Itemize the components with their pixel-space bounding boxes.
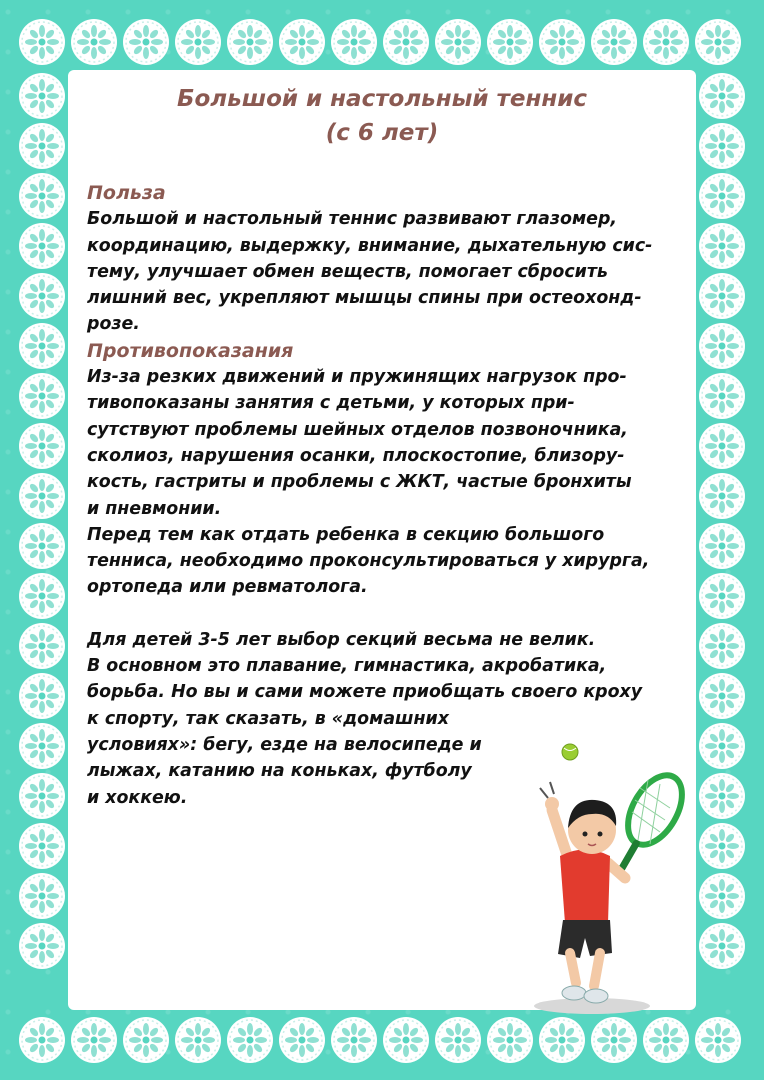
tennis-player-boy-icon — [530, 738, 710, 1023]
text-line: борьба. Но вы и сами можете приобщать своего кроху — [87, 682, 643, 703]
text-line: В основном это плавание, гимнастика, акробатика, — [87, 656, 607, 677]
lace-flower — [19, 223, 65, 269]
benefit-heading: Польза — [87, 182, 166, 204]
lace-flower — [19, 19, 65, 65]
text-line: тенниса, необходимо проконсультироваться у хирурга, — [87, 551, 650, 572]
text-line: условиях»: бегу, езде на велосипеде и — [87, 734, 482, 755]
lace-flower — [383, 1017, 429, 1063]
lace-flower — [435, 19, 481, 65]
lace-flower — [279, 1017, 325, 1063]
text-line: розе. — [87, 314, 140, 335]
text-line: Большой и настольный теннис развивают глазомер, — [87, 209, 618, 230]
contraindications-heading: Противопоказания — [87, 339, 294, 362]
text-line: тему, улучшает обмен веществ, помогает сбросить — [87, 261, 608, 282]
lace-flower — [71, 19, 117, 65]
lace-flower — [123, 1017, 169, 1063]
lace-flower — [487, 19, 533, 65]
lace-flower — [279, 19, 325, 65]
lace-flower — [695, 1017, 741, 1063]
lace-flower — [591, 19, 637, 65]
title-line-2: (с 6 лет) — [325, 120, 439, 146]
text-line: тивопоказаны занятия с детьми, у которых при- — [87, 393, 575, 414]
lace-flower — [699, 373, 745, 419]
contraindications-text — [87, 364, 697, 601]
lace-flower — [227, 19, 273, 65]
lace-flower — [19, 373, 65, 419]
text-line: и хоккею. — [87, 787, 188, 808]
text-line: координацию, выдержку, внимание, дыхательную сис- — [87, 235, 653, 256]
lace-flower — [695, 19, 741, 65]
page-title — [68, 82, 696, 150]
text-line: и пневмонии. — [87, 498, 222, 519]
lace-flower — [71, 1017, 117, 1063]
lace-flower — [699, 223, 745, 269]
text-line: Для детей 3-5 лет выбор секций весьма не велик. — [87, 629, 596, 650]
text-line: Перед тем как отдать ребенка в секцию большого — [87, 524, 605, 545]
lace-flower — [19, 923, 65, 969]
spacer — [87, 601, 697, 627]
lace-flower — [19, 273, 65, 319]
lace-flower — [699, 623, 745, 669]
lace-flower — [123, 19, 169, 65]
lace-flower — [19, 773, 65, 819]
lace-flower — [19, 123, 65, 169]
lace-flower — [699, 173, 745, 219]
lace-flower — [643, 19, 689, 65]
text-line: сколиоз, нарушения осанки, плоскостопие, близору- — [87, 445, 625, 466]
article-body — [87, 180, 697, 811]
lace-flower — [331, 19, 377, 65]
lace-flower — [227, 1017, 273, 1063]
lace-flower — [19, 473, 65, 519]
text-line: к спорту, так сказать, в «домашних — [87, 708, 449, 729]
text-line: сутствуют проблемы шейных отделов позвоночника, — [87, 419, 628, 440]
lace-flower — [19, 723, 65, 769]
lace-flower — [591, 1017, 637, 1063]
lace-flower — [19, 173, 65, 219]
lace-flower — [19, 73, 65, 119]
lace-flower — [699, 73, 745, 119]
lace-flower — [699, 123, 745, 169]
text-line: лыжах, катанию на коньках, футболу — [87, 761, 472, 782]
lace-flower — [539, 1017, 585, 1063]
text-line: лишний вес, укрепляют мышцы спины при остеохонд- — [87, 288, 642, 309]
lace-flower — [19, 873, 65, 919]
lace-flower — [699, 673, 745, 719]
lace-flower — [19, 823, 65, 869]
text-line: Из-за резких движений и пружинящих нагрузок про- — [87, 367, 627, 388]
benefit-text — [87, 206, 697, 337]
lace-flower — [19, 1017, 65, 1063]
lace-flower — [699, 573, 745, 619]
lace-flower — [435, 1017, 481, 1063]
lace-flower — [331, 1017, 377, 1063]
lace-flower — [19, 673, 65, 719]
lace-flower — [643, 1017, 689, 1063]
lace-flower — [175, 19, 221, 65]
lace-flower — [19, 523, 65, 569]
lace-flower — [19, 423, 65, 469]
lace-flower — [699, 273, 745, 319]
text-line: ортопеда или ревматолога. — [87, 577, 368, 598]
lace-flower — [699, 423, 745, 469]
lace-flower — [19, 323, 65, 369]
lace-flower — [699, 323, 745, 369]
lace-flower — [175, 1017, 221, 1063]
lace-flower — [383, 19, 429, 65]
lace-flower — [19, 573, 65, 619]
lace-flower — [699, 523, 745, 569]
text-line: кость, гастриты и проблемы с ЖКТ, частые бронхиты — [87, 472, 632, 493]
lace-flower — [699, 473, 745, 519]
lace-flower — [487, 1017, 533, 1063]
title-line-1: Большой и настольный теннис — [176, 86, 588, 112]
lace-flower — [19, 623, 65, 669]
lace-flower — [539, 19, 585, 65]
